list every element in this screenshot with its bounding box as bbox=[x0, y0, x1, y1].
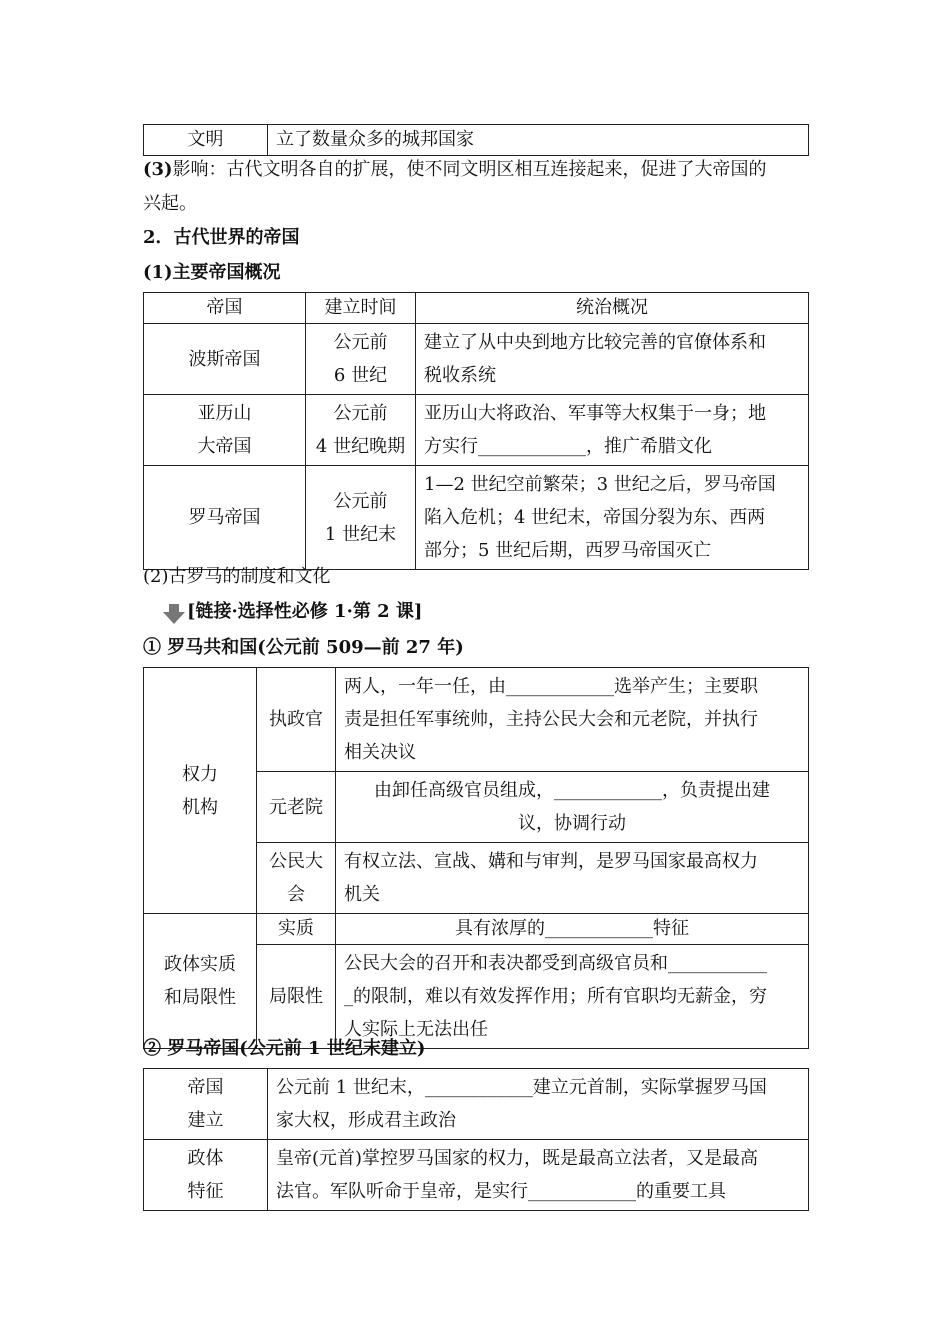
empire-desc: 建立了从中央到地方比较完善的官僚体系和 税收系统 bbox=[416, 324, 809, 395]
table-row bbox=[144, 1140, 809, 1211]
influence-paragraph-cont: 兴起。 bbox=[143, 193, 197, 214]
rome-empire-table bbox=[143, 1068, 809, 1211]
senate-label: 元老院 bbox=[257, 772, 336, 843]
republic-title: ① 罗马共和国(公元前 509—前 27 年) bbox=[143, 637, 464, 658]
top-table-col2: 立了数量众多的城邦国家 bbox=[268, 125, 809, 156]
influence-paragraph bbox=[143, 153, 808, 186]
empire-time: 公元前 4 世纪晚期 bbox=[306, 395, 416, 466]
consul-desc: 两人，一年一任，由____________选举产生；主要职 责是担任军事统帅，主持公民大会和元老院，并执行 相关决议 bbox=[336, 668, 809, 772]
limits-desc: 公民大会的召开和表决都受到高级官员和___________ _的限制，难以有效发挥作用；所有官职均无薪金，穷 人实际上无法出任 bbox=[336, 945, 809, 1049]
header-time: 建立时间 bbox=[306, 293, 416, 324]
influence-text-1: 影响：古代文明各自的扩展，使不同文明区相互连接起来，促进了大帝国的 bbox=[172, 159, 767, 180]
top-table-col1: 文明 bbox=[144, 125, 268, 156]
essence-label: 实质 bbox=[257, 914, 336, 945]
table-row bbox=[144, 395, 809, 466]
table-row bbox=[144, 466, 809, 570]
group-essence-limits: 政体实质 和局限性 bbox=[144, 914, 257, 1049]
empire-time: 公元前 6 世纪 bbox=[306, 324, 416, 395]
essence-desc: 具有浓厚的____________特征 bbox=[336, 914, 809, 945]
header-empire: 帝国 bbox=[144, 293, 306, 324]
consul-label: 执政官 bbox=[257, 668, 336, 772]
republic-table bbox=[143, 667, 809, 1049]
assembly-desc: 有权立法、宣战、媾和与审判，是罗马国家最高权力 机关 bbox=[336, 843, 809, 914]
group-power-organs: 权力 机构 bbox=[144, 668, 257, 914]
assembly-label: 公民大 会 bbox=[257, 843, 336, 914]
establish-desc: 公元前 1 世纪末，____________建立元首制，实际掌握罗马国 家大权，形成君主政治 bbox=[268, 1069, 809, 1140]
empire-name: 罗马帝国 bbox=[144, 466, 306, 570]
features-desc: 皇帝(元首)掌控罗马国家的权力，既是最高立法者，又是最高 法官。军队听命于皇帝，是实行____________的重要工具 bbox=[268, 1140, 809, 1211]
features-label: 政体 特征 bbox=[144, 1140, 268, 1211]
empire-table bbox=[143, 292, 809, 570]
senate-desc: 由卸任高级官员组成，____________，负责提出建 议，协调行动 bbox=[336, 772, 809, 843]
table-row bbox=[144, 668, 809, 772]
limits-label: 局限性 bbox=[257, 945, 336, 1049]
empire-table-header bbox=[144, 293, 809, 324]
empire-desc: 1—2 世纪空前繁荣；3 世纪之后，罗马帝国 陷入危机；4 世纪末，帝国分裂为东、西两 部分；5 世纪后期，西罗马帝国灭亡 bbox=[416, 466, 809, 570]
sub1-title: (1)主要帝国概况 bbox=[143, 262, 281, 283]
table-row bbox=[144, 914, 809, 945]
empire-time: 公元前 1 世纪末 bbox=[306, 466, 416, 570]
top-table bbox=[143, 124, 809, 156]
empire-desc: 亚历山大将政治、军事等大权集于一身；地 方实行____________，推广希腊文化 bbox=[416, 395, 809, 466]
influence-label: (3) bbox=[143, 159, 173, 180]
section2-title: 2．古代世界的帝国 bbox=[143, 227, 300, 248]
establish-label: 帝国 建立 bbox=[144, 1069, 268, 1140]
empire-name: 波斯帝国 bbox=[144, 324, 306, 395]
table-row bbox=[144, 1069, 809, 1140]
sub2-title: (2)古罗马的制度和文化 bbox=[143, 566, 331, 587]
link-note bbox=[163, 595, 828, 628]
down-arrow-icon bbox=[163, 602, 185, 622]
empire-name: 亚历山 大帝国 bbox=[144, 395, 306, 466]
header-desc: 统治概况 bbox=[416, 293, 809, 324]
link-note-text: [链接·选择性必修 1·第 2 课] bbox=[187, 601, 423, 622]
empire-title: ② 罗马帝国(公元前 1 世纪末建立) bbox=[143, 1038, 426, 1059]
table-row bbox=[144, 324, 809, 395]
